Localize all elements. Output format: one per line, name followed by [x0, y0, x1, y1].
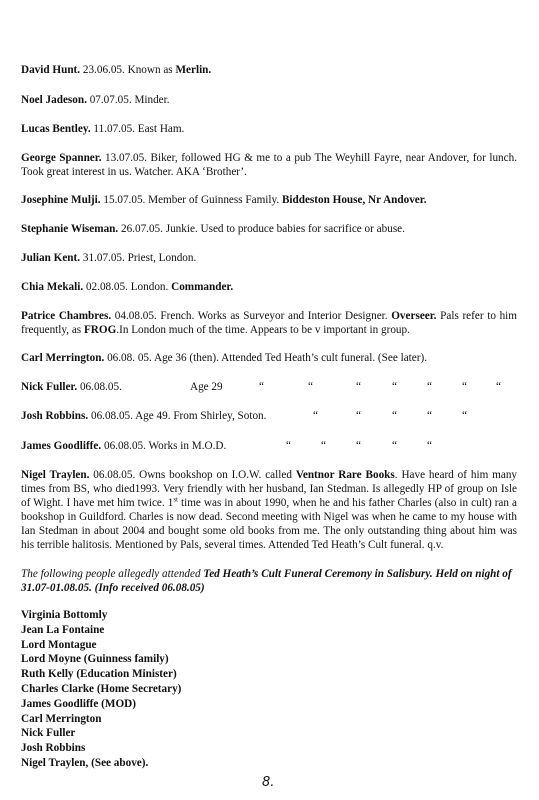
entry-name: James Goodliffe.: [21, 440, 102, 452]
ordinal-suffix: st: [173, 495, 178, 504]
entry-highlight: Biddeston House, Nr Andover.: [281, 194, 427, 206]
entry-nick-fuller: [21, 380, 517, 394]
entry-josephine-mulji: [21, 193, 517, 207]
entry-julian-kent: [21, 251, 517, 265]
entry-name: Noel Jadeson.: [21, 94, 87, 106]
entry-david-hunt: [21, 63, 517, 77]
entry-james-goodliffe: [21, 439, 517, 453]
entry-name: Patrice Chambres.: [21, 310, 112, 322]
entry-name: Josh Robbins.: [21, 410, 89, 422]
entry-highlight: Merlin.: [175, 64, 212, 76]
entry-text: 15.07.05. Member of Guinness Family.: [100, 194, 282, 206]
entry-name: Carl Merrington.: [21, 352, 105, 364]
entry-text: 13.07.05. Biker, followed HG & me to a pub The Weyhill Fayre, near Andover, for lunch. Took great interest in us. Watcher. AKA ‘Brother’.: [21, 152, 518, 178]
ditto-mark: “: [427, 440, 432, 452]
ditto-mark: “: [259, 381, 264, 393]
entry-name: David Hunt.: [21, 64, 81, 76]
ditto-mark: “: [308, 381, 313, 393]
attendee-item: James Goodliffe (MOD): [21, 697, 136, 710]
attendee-list: [21, 608, 181, 771]
entry-nigel-traylen: [21, 468, 517, 552]
entry-text: 06.08.05. Age 49. From Shirley, Soton.: [88, 410, 267, 422]
ditto-mark: “: [286, 440, 291, 452]
ditto-mark: “: [496, 381, 501, 393]
ditto-mark: “: [462, 381, 467, 393]
entry-text: .In London much of the time. Appears to be v important in group.: [116, 324, 410, 336]
entry-text: 06.08.05. Works in M.O.D.: [101, 440, 227, 452]
entry-highlight: FROG: [83, 324, 117, 336]
ditto-mark: “: [392, 381, 397, 393]
entry-noel-jadeson: [21, 93, 517, 107]
entry-josh-robbins: [21, 409, 517, 423]
entry-text: 06.08.05. Owns bookshop on I.O.W. called: [89, 469, 296, 481]
attendee-item: Josh Robbins: [21, 742, 86, 755]
entry-highlight: Ventnor Rare Books: [295, 469, 395, 481]
ditto-mark: “: [356, 440, 361, 452]
attendee-item: Carl Merrington: [21, 712, 102, 725]
attendee-item: Charles Clarke (Home Secretary): [21, 682, 182, 695]
ditto-mark: “: [313, 410, 318, 422]
entry-text: time was in about 1990, when he and his father Charles (also in cult) ran a bookshop in Guildford. Charles is now dead. Second meeting with Nigel was when he came to my house with Ian Stedman in about 2004 and bought some old books from me. The only outstanding thing about him was his terrible halitosis. Mentioned by Pals, several times. Attended Ted Heath’s Cult funeral. q.v.: [21, 497, 517, 551]
entry-name: Lucas Bentley.: [21, 123, 91, 135]
attendee-item: Lord Montague: [21, 638, 97, 651]
entry-patrice-chambres: [21, 309, 517, 337]
entry-name: Julian Kent.: [21, 252, 81, 264]
attendee-item: Nick Fuller: [21, 727, 76, 740]
attendee-item: Nigel Traylen, (See above).: [21, 756, 149, 769]
entry-lucas-bentley: [21, 122, 517, 136]
attendee-item: Ruth Kelly (Education Minister): [21, 668, 177, 681]
entry-text: 31.07.05. Priest, London.: [80, 252, 197, 264]
entry-chia-mekali: [21, 280, 517, 294]
ditto-mark: “: [427, 381, 432, 393]
entry-name: George Spanner.: [21, 152, 102, 164]
entry-text: . Have heard of him many times from BS, who died1993. Very friendly with her husband, Ian Stedman. Is allegedly HP of group on Isle of Wight. I have met him twice. 1: [21, 469, 518, 509]
entry-name: Stephanie Wiseman.: [21, 223, 119, 235]
entry-name: Josephine Mulji.: [21, 194, 101, 206]
entry-text: 11.07.05. East Ham.: [90, 123, 185, 135]
entry-name: Nigel Traylen.: [21, 469, 90, 481]
attendee-item: Lord Moyne (Guinness family): [21, 653, 169, 666]
entry-name: Nick Fuller.: [21, 381, 78, 393]
ditto-mark: “: [392, 440, 397, 452]
entry-stephanie-wiseman: [21, 222, 517, 236]
entry-highlight: Overseer.: [391, 310, 437, 322]
entry-george-spanner: [21, 151, 517, 179]
ditto-mark: “: [356, 410, 361, 422]
entry-text: 02.08.05. London.: [83, 281, 172, 293]
ditto-mark: “: [462, 410, 467, 422]
entry-text: 07.07.05. Minder.: [86, 94, 170, 106]
entry-text: 04.08.05. French. Works as Surveyor and Interior Designer.: [111, 310, 392, 322]
entry-name: Chia Mekali.: [21, 281, 84, 293]
funeral-note: [21, 567, 517, 595]
entry-carl-merrington: [21, 351, 517, 365]
note-highlight: Ted Heath’s Cult Funeral Ceremony in Salisbury. Held on night of 31.07-01.08.05. (Info received 06.08.05): [21, 568, 512, 594]
ditto-mark: “: [321, 440, 326, 452]
entry-highlight: Commander.: [171, 281, 234, 293]
entry-text: Pals refer to him frequently, as: [21, 310, 517, 336]
note-lead: The following people allegedly attended: [21, 568, 204, 580]
entry-age: Age 29: [190, 381, 223, 393]
entry-text: 26.07.05. Junkie. Used to produce babies for sacrifice or abuse.: [118, 223, 405, 235]
ditto-mark: “: [427, 410, 432, 422]
ditto-mark: “: [356, 381, 361, 393]
page-number: 8.: [262, 775, 275, 790]
attendee-item: Jean La Fontaine: [21, 623, 105, 636]
attendee-item: Virginia Bottomly: [21, 609, 108, 621]
entry-text: 06.08.05.: [77, 381, 122, 393]
entry-text: 23.06.05. Known as: [80, 64, 176, 76]
entry-text: 06.08. 05. Age 36 (then). Attended Ted Heath’s cult funeral. (See later).: [104, 352, 427, 364]
ditto-mark: “: [392, 410, 397, 422]
